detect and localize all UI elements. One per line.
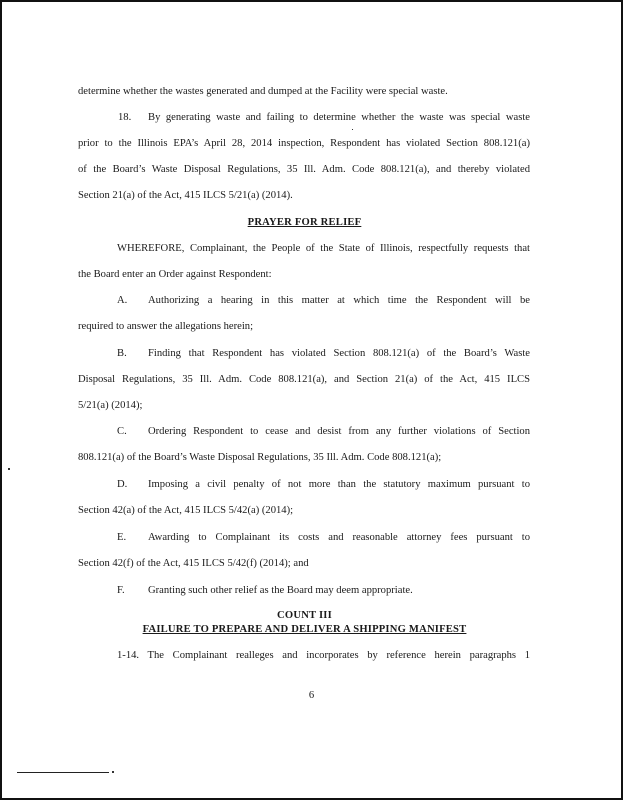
count-heading: FAILURE TO PREPARE AND DELIVER A SHIPPING MANIFEST: [142, 624, 467, 635]
item-line: Finding that Respondent has violated Section 808.121(a) of the Board’s Waste: [148, 348, 530, 359]
scan-artifact-dot: [352, 129, 353, 130]
prayer-heading: PRAYER FOR RELIEF: [247, 217, 362, 228]
scan-artifact-dot: [8, 468, 10, 470]
paragraph-line: the Board enter an Order against Respondent:: [78, 269, 272, 280]
paragraph-line: Section 21(a) of the Act, 415 ILCS 5/21(a) (2014).: [78, 190, 293, 201]
paragraph-line: prior to the Illinois EPA’s April 28, 2014 inspection, Respondent has violated Section 808.121(a): [78, 138, 530, 149]
item-line: Disposal Regulations, 35 Ill. Adm. Code 808.121(a), and Section 21(a) of the Act, 415 ILCS: [78, 374, 530, 385]
scan-artifact-dot: [112, 771, 114, 773]
paragraph-line: WHEREFORE, Complainant, the People of the State of Illinois, respectfully requests that: [117, 243, 530, 254]
paragraph-number: 18.: [118, 112, 132, 123]
scan-artifact-rule: [17, 772, 109, 773]
paragraph-continuation: determine whether the wastes generated and dumped at the Facility were special waste.: [78, 86, 448, 97]
item-label: E.: [117, 532, 127, 543]
item-line: 808.121(a) of the Board’s Waste Disposal Regulations, 35 Ill. Adm. Code 808.121(a);: [78, 452, 442, 463]
item-label: B.: [117, 348, 127, 359]
item-line: 5/21(a) (2014);: [78, 400, 143, 411]
item-line: Section 42(a) of the Act, 415 ILCS 5/42(a) (2014);: [78, 505, 294, 516]
item-line: Awarding to Complainant its costs and reasonable attorney fees pursuant to: [148, 532, 530, 543]
paragraph-line: 1-14. The Complainant realleges and incorporates by reference herein paragraphs 1: [117, 650, 530, 661]
item-line: Granting such other relief as the Board may deem appropriate.: [148, 585, 413, 596]
item-line: Imposing a civil penalty of not more than the statutory maximum pursuant to: [148, 479, 530, 490]
item-line: Authorizing a hearing in this matter at which time the Respondent will be: [148, 295, 530, 306]
page-number: 6: [308, 690, 315, 701]
paragraph-line: By generating waste and failing to determine whether the waste was special waste: [148, 112, 530, 123]
item-line: Section 42(f) of the Act, 415 ILCS 5/42(f) (2014); and: [78, 558, 309, 569]
paragraph-line: of the Board’s Waste Disposal Regulations, 35 Ill. Adm. Code 808.121(a), and thereby violated: [78, 164, 530, 175]
item-label: A.: [117, 295, 128, 306]
count-title: COUNT III: [277, 610, 332, 621]
item-label: F.: [117, 585, 125, 596]
item-line: required to answer the allegations herein;: [78, 321, 254, 332]
item-label: D.: [117, 479, 128, 490]
item-label: C.: [117, 426, 127, 437]
item-line: Ordering Respondent to cease and desist from any further violations of Section: [148, 426, 530, 437]
